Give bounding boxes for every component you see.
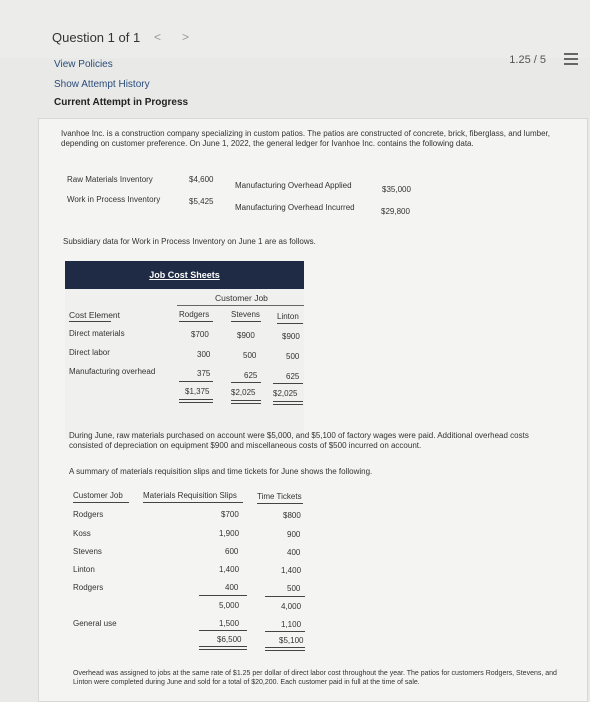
row-label-dl: Direct labor bbox=[69, 348, 110, 357]
ledger-label-moa: Manufacturing Overhead Applied bbox=[235, 181, 352, 190]
job-cost-table bbox=[65, 261, 304, 439]
summary-tickets-4: 500 bbox=[287, 584, 301, 593]
ledger-value-rm: $4,600 bbox=[189, 175, 214, 184]
row-label-dm: Direct materials bbox=[69, 329, 125, 338]
summary-general-tickets: 1,100 bbox=[281, 620, 302, 629]
summary-slips-4: 400 bbox=[225, 583, 239, 592]
summary-intro: A summary of materials requisition slips and time tickets for June shows the following. bbox=[69, 467, 373, 476]
ledger-label-rm: Raw Materials Inventory bbox=[67, 175, 153, 184]
summary-tickets-2: 400 bbox=[287, 548, 301, 557]
summary-slips-0: $700 bbox=[221, 510, 239, 519]
summary-slips-3: 1,400 bbox=[219, 565, 240, 574]
total-stevens: $2,025 bbox=[231, 388, 256, 397]
summary-job-4: Rodgers bbox=[73, 583, 104, 592]
customer-header-linton: Linton bbox=[277, 312, 299, 321]
subsidiary-intro: Subsidiary data for Work in Process Inventory on June 1 are as follows. bbox=[63, 237, 316, 246]
question-panel bbox=[38, 118, 588, 702]
job-cost-title: Job Cost Sheets bbox=[65, 261, 304, 289]
summary-header-tickets: Time Tickets bbox=[257, 492, 302, 501]
cell-moh-stevens: 625 bbox=[244, 371, 258, 380]
cell-moh-linton: 625 bbox=[286, 372, 300, 381]
intro-text: Ivanhoe Inc. is a construction company specializing in custom patios. The patios are constructed of concrete, brick, fiberglass, and lumber, depending on customer preference. On June 1, 2022, the general ledger for Ivanhoe Inc. contains the following data. bbox=[61, 129, 550, 148]
ledger-value-moi: $29,800 bbox=[381, 207, 410, 216]
score-display: 1.25 / 5 bbox=[509, 54, 546, 66]
show-attempt-history-link[interactable]: Show Attempt History bbox=[54, 79, 150, 90]
customer-job-header: Customer Job bbox=[215, 293, 268, 303]
summary-header-job: Customer Job bbox=[73, 491, 123, 500]
summary-general-slips: 1,500 bbox=[219, 619, 240, 628]
summary-job-2: Stevens bbox=[73, 547, 102, 556]
summary-slips-2: 600 bbox=[225, 547, 239, 556]
prev-question-icon[interactable]: < bbox=[154, 30, 162, 44]
customer-header-rodgers: Rodgers bbox=[179, 310, 210, 319]
top-bar bbox=[0, 0, 590, 58]
customer-header-stevens: Stevens bbox=[231, 310, 260, 319]
summary-job-1: Koss bbox=[73, 529, 91, 538]
summary-tickets-0: $800 bbox=[283, 511, 301, 520]
list-icon[interactable] bbox=[564, 53, 578, 66]
cell-dm-stevens: $900 bbox=[237, 331, 255, 340]
june-text: During June, raw materials purchased on account were $5,000, and $5,100 of factory wages were paid. Additional overhead costs consisted of depreciation on equipment $900 and miscellaneous costs of $500 incurred on account. bbox=[69, 431, 529, 450]
current-attempt-label: Current Attempt in Progress bbox=[54, 97, 189, 108]
summary-total-tickets: $5,100 bbox=[279, 636, 304, 645]
cell-dm-linton: $900 bbox=[282, 332, 300, 341]
summary-job-general: General use bbox=[73, 619, 117, 628]
summary-subtotal-slips: 5,000 bbox=[219, 601, 240, 610]
row-label-moh: Manufacturing overhead bbox=[69, 367, 156, 376]
view-policies-link[interactable]: View Policies bbox=[54, 59, 113, 70]
cell-dl-linton: 500 bbox=[286, 352, 300, 361]
summary-table bbox=[73, 489, 313, 654]
summary-header-slips: Materials Requisition Slips bbox=[143, 491, 237, 500]
overhead-text: Overhead was assigned to jobs at the same rate of $1.25 per dollar of direct labor cost throughout the year. The patios for customers Rodgers, Stevens, and Linton were completed during June and sold for a total of $20,200. Each customer paid in full at the time of sale. bbox=[73, 670, 557, 686]
ledger-label-wip: Work in Process Inventory bbox=[67, 195, 161, 204]
cell-dl-rodgers: 300 bbox=[197, 350, 211, 359]
summary-job-3: Linton bbox=[73, 565, 95, 574]
cell-dl-stevens: 500 bbox=[243, 351, 257, 360]
total-rodgers: $1,375 bbox=[185, 387, 210, 396]
ledger-value-moa: $35,000 bbox=[382, 185, 411, 194]
total-linton: $2,025 bbox=[273, 389, 298, 398]
ledger-label-moi: Manufacturing Overhead Incurred bbox=[235, 203, 355, 212]
cost-element-header: Cost Element bbox=[69, 310, 121, 320]
summary-tickets-3: 1,400 bbox=[281, 566, 302, 575]
summary-subtotal-tickets: 4,000 bbox=[281, 602, 302, 611]
summary-tickets-1: 900 bbox=[287, 530, 301, 539]
cell-moh-rodgers: 375 bbox=[197, 369, 211, 378]
ledger-value-wip: $5,425 bbox=[189, 197, 214, 206]
summary-job-0: Rodgers bbox=[73, 510, 104, 519]
question-label: Question 1 of 1 bbox=[52, 30, 141, 45]
next-question-icon[interactable]: > bbox=[182, 30, 190, 44]
summary-total-slips: $6,500 bbox=[217, 635, 242, 644]
cell-dm-rodgers: $700 bbox=[191, 330, 209, 339]
summary-slips-1: 1,900 bbox=[219, 529, 240, 538]
